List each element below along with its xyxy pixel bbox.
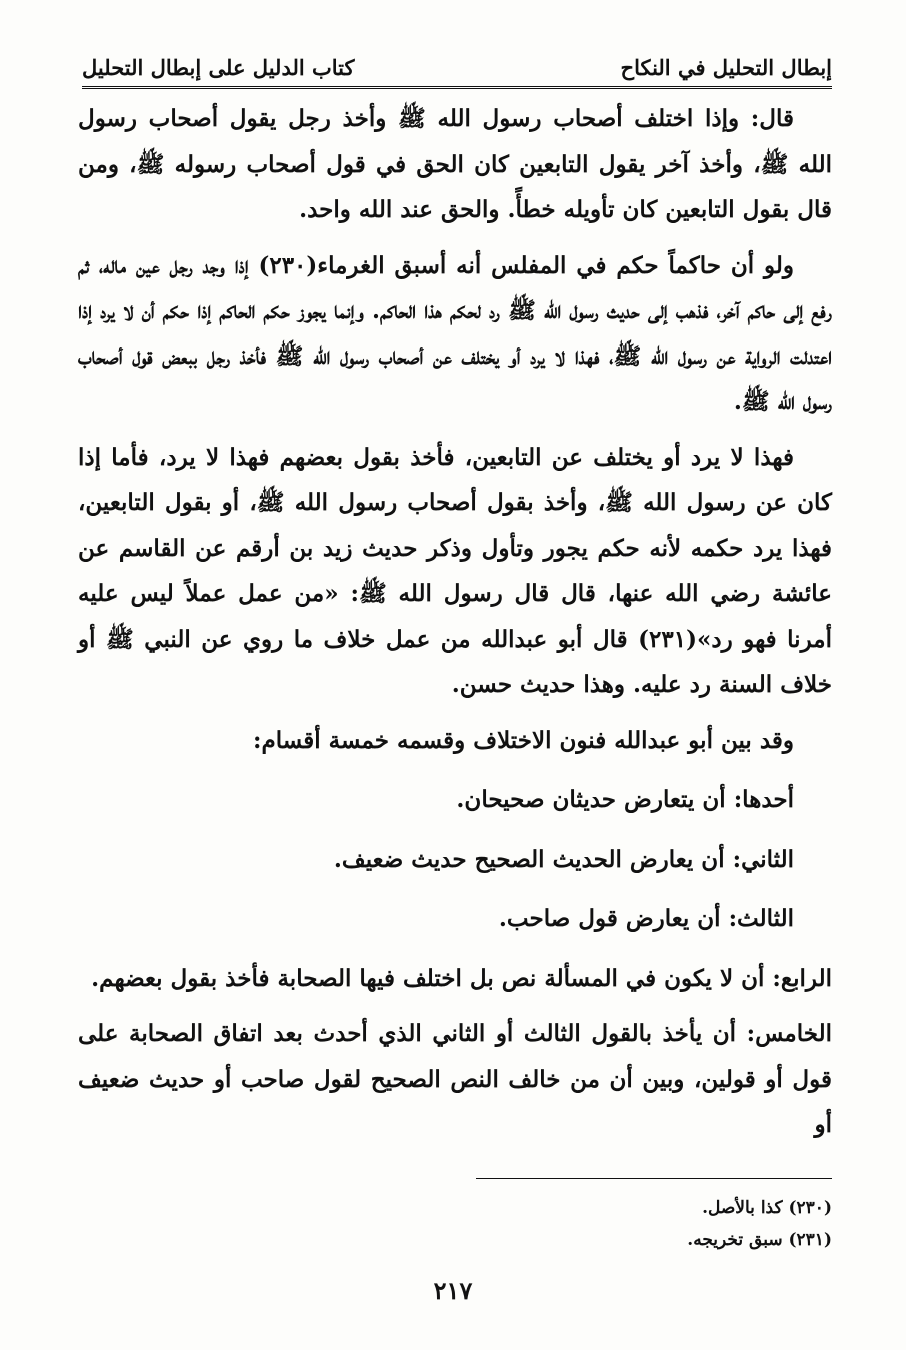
section-item-fourth: الرابع: أن لا يكون في المسألة نص بل اختلف فيها الصحابة فأخذ بقول بعضهم. (91, 964, 832, 992)
header-left-title: كتاب الدليل على إبطال التحليل (82, 55, 355, 80)
section-item-fifth: الخامس: أن يأخذ بالقول الثالث أو الثاني الذي أحدث بعد اتفاق الصحابة على قول أو قولين، وبين أن من خالف النص الصحيح لقول صاحب أو حديث ضعيف أو (78, 1020, 832, 1138)
section-item: أحدها: أن يتعارض حديثان صحيحان. (456, 786, 794, 813)
section-item: الثاني: أن يعارض الحديث الصحيح حديث ضعيف. (333, 845, 794, 873)
section-item: الثالث: أن يعارض قول صاحب. (498, 905, 794, 932)
section-intro: وقد بين أبو عبدالله فنون الاختلاف وقسمه خمسة أقسام: (252, 726, 794, 754)
footnote: (٢٣٠) كذا بالأصل. (702, 1198, 832, 1218)
header-right-title: إبطال التحليل في النكاح (620, 55, 832, 80)
paragraph: فهذا لا يرد أو يختلف عن التابعين، فأخذ بقول بعضهم فهذا لا يرد، فأما إذا كان عن رسول الله ﷺ، وأخذ بقول أصحاب رسول الله ﷺ، أو بقول التابعين، فهذا يرد حكمه لأنه حكم يجور وتأول وذكر حديث زيد بن أرقم عن القاسم عن عائشة رضي الله عنها، قال قال رسول الله ﷺ: «من عمل عملاً ليس عليه أمرنا فهو رد»(٢٣١) قال أبو عبدالله من عمل خلاف ما روي عن النبي ﷺ أو خلاف السنة رد عليه. وهذا حديث حسن. (78, 443, 832, 698)
main-text (78, 96, 832, 1158)
footnote-divider (476, 1178, 832, 1179)
page-number: ٢١٧ (433, 1276, 473, 1305)
paragraph: قال: وإذا اختلف أصحاب رسول الله ﷺ وأخذ رجل يقول أصحاب رسول الله ﷺ، وأخذ آخر يقول التابعين كان الحق في قول أصحاب رسوله ﷺ، ومن قال بقول التابعين كان تأويله خطأً. والحق عند الله واحد. (78, 105, 832, 223)
footnote: (٢٣١) سبق تخريجه. (687, 1230, 832, 1250)
running-header (82, 36, 832, 89)
footnotes (232, 1192, 832, 1256)
paragraph: ولو أن حاكماً حكم في المفلس أنه أسبق الغرماء(٢٣٠) إذا وجد رجل عين ماله، ثم رفع إلى حاكم آخر، فذهب إلى حديث رسول الله ﷺ رد لحكم هذا الحاكم. وإنما يجوز حكم الحاكم إذا حكم أن لا يرد إذا اعتدلت الرواية عن رسول الله ﷺ، فهذا لا يرد أو يختلف عن أصحاب رسول الله ﷺ فأخذ رجل ببعض قول أصحاب رسول الله ﷺ. (78, 251, 832, 415)
